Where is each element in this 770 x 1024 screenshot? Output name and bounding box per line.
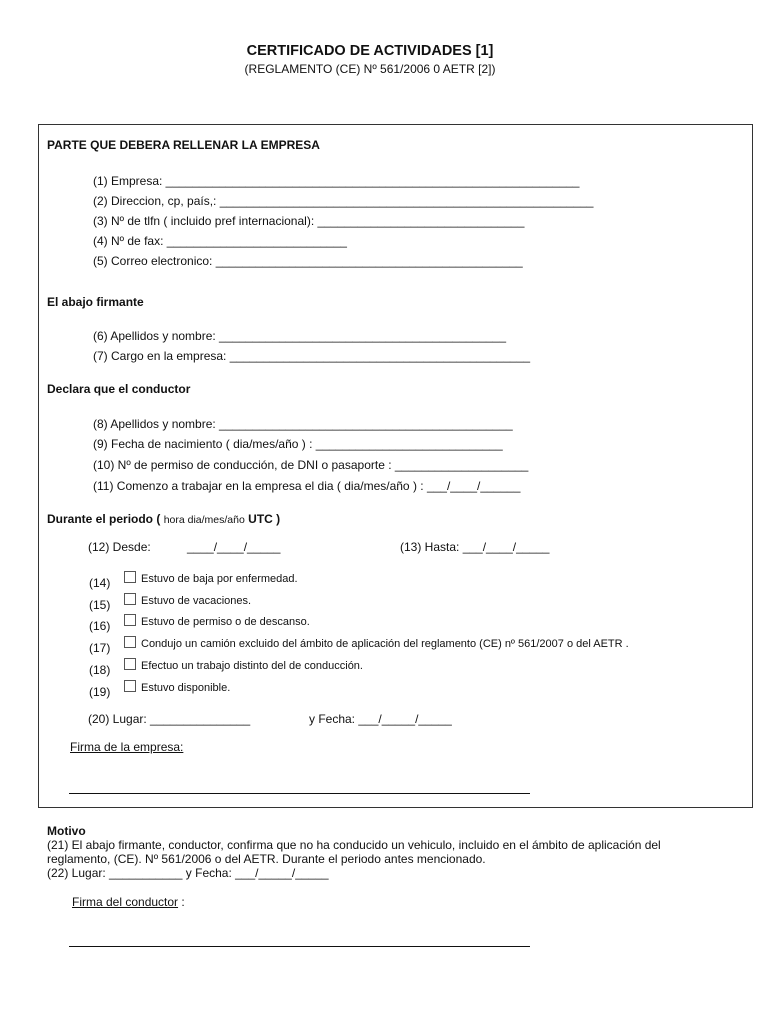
driver-signature-colon: : — [178, 895, 185, 909]
company-signature-label: Firma de la empresa: — [70, 740, 184, 754]
field-place[interactable]: (20) Lugar: _______________ — [88, 712, 251, 726]
field-signer-position[interactable]: (7) Cargo en la empresa: _____________________________________________ — [93, 349, 531, 363]
period-heading-format: hora dia/mes/año — [163, 514, 245, 526]
option-label: Estuvo de vacaciones. — [141, 595, 252, 607]
option-excluded-truck[interactable] — [124, 636, 629, 650]
checkbox[interactable] — [124, 636, 136, 648]
field-driver-place-date[interactable]: (22) Lugar: ___________ y Fecha: ___/_____/_____ — [47, 866, 329, 880]
field-from-date[interactable]: ____/____/_____ — [187, 540, 281, 554]
option-vacation[interactable] — [124, 593, 251, 607]
motivo-heading: Motivo — [47, 824, 86, 838]
option-available[interactable] — [124, 680, 230, 694]
field-email[interactable]: (5) Correo electronico: ______________________________________________ — [93, 254, 523, 268]
period-heading-text: Durante el periodo ( — [47, 512, 161, 526]
field-company-name[interactable]: (1) Empresa: ______________________________________________________________ — [93, 174, 580, 188]
checkbox[interactable] — [124, 593, 136, 605]
field-from-label: (12) Desde: — [88, 540, 151, 554]
field-date[interactable]: y Fecha: ___/_____/_____ — [309, 712, 452, 726]
option-number: (18) — [89, 663, 111, 677]
option-other-work[interactable] — [124, 658, 363, 672]
option-label: Condujo un camión excluido del ámbito de aplicación del reglamento (CE) nº 561/2007 o del AETR . — [141, 638, 629, 650]
checkbox[interactable] — [124, 680, 136, 692]
field-address[interactable]: (2) Direccion, cp, país,: ________________________________________________________ — [93, 194, 594, 208]
option-sick-leave[interactable] — [124, 571, 298, 585]
document-title: CERTIFICADO DE ACTIVIDADES [1] — [246, 43, 494, 59]
checkbox[interactable] — [124, 571, 136, 583]
field-driver-license[interactable]: (10) Nº de permiso de conducción, de DNI o pasaporte : ____________________ — [93, 458, 529, 472]
checkbox[interactable] — [124, 614, 136, 626]
checkbox[interactable] — [124, 658, 136, 670]
company-section-heading: PARTE QUE DEBERA RELLENAR LA EMPRESA — [47, 138, 320, 152]
motivo-text-line2: reglamento, (CE). Nº 561/2006 o del AETR. Durante el periodo antes mencionado. — [47, 852, 486, 866]
option-rest-leave[interactable] — [124, 614, 310, 628]
option-number: (17) — [89, 641, 111, 655]
driver-signature-label — [72, 895, 185, 909]
option-label: Efectuo un trabajo distinto del de conducción. — [141, 660, 363, 672]
option-number: (19) — [89, 685, 111, 699]
field-fax[interactable]: (4) Nº de fax: ___________________________ — [93, 234, 347, 248]
driver-signature-line[interactable] — [69, 946, 530, 947]
motivo-text-line1: (21) El abajo firmante, conductor, confirma que no ha conducido un vehiculo, incluido en el ámbito de aplicación del — [47, 838, 661, 852]
field-signer-name[interactable]: (6) Apellidos y nombre: ___________________________________________ — [93, 329, 507, 343]
field-phone[interactable]: (3) Nº de tlfn ( incluido pref internacional): _______________________________ — [93, 214, 525, 228]
period-heading-utc: UTC ) — [248, 512, 281, 526]
field-to-date[interactable]: (13) Hasta: ___/____/_____ — [400, 540, 550, 554]
field-driver-name[interactable]: (8) Apellidos y nombre: ____________________________________________ — [93, 417, 513, 431]
option-number: (15) — [89, 598, 111, 612]
company-signature-line[interactable] — [69, 793, 530, 794]
option-number: (16) — [89, 619, 111, 633]
option-number: (14) — [89, 576, 111, 590]
period-section-heading — [47, 512, 280, 526]
option-label: Estuvo de baja por enfermedad. — [141, 573, 298, 585]
signer-section-heading: El abajo firmante — [47, 295, 144, 309]
driver-section-heading: Declara que el conductor — [47, 382, 191, 396]
field-driver-birthdate[interactable]: (9) Fecha de nacimiento ( dia/mes/año ) : ____________________________ — [93, 437, 503, 451]
option-label: Estuvo disponible. — [141, 682, 231, 694]
document-subtitle: (REGLAMENTO (CE) Nº 561/2006 0 AETR [2]) — [244, 62, 496, 76]
option-label: Estuvo de permiso o de descanso. — [141, 616, 310, 628]
driver-signature-text: Firma del conductor — [72, 895, 179, 909]
field-driver-start-date[interactable]: (11) Comenzo a trabajar en la empresa el dia ( dia/mes/año ) : ___/____/______ — [93, 479, 521, 493]
